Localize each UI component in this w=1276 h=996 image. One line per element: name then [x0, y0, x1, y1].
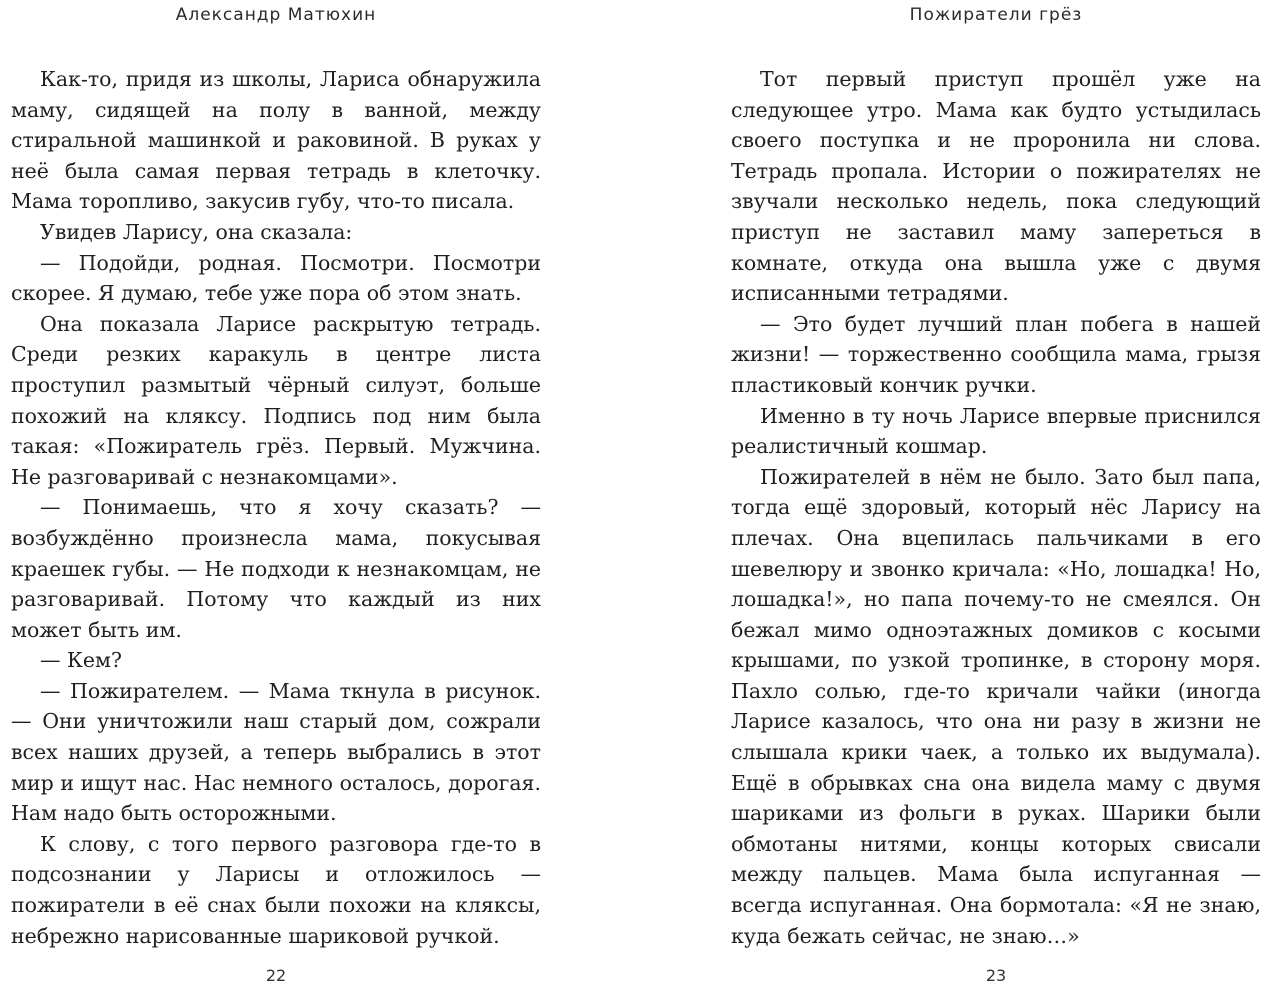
paragraph: — Пожирателем. — Мама ткнула в рисунок. — Они уничтожили наш старый дом, сожрали всех наших друзей, а теперь выбрались в этот мир и ищут нас. Нас немного осталось, дорогая. Нам надо быть осторожными.	[11, 678, 541, 826]
paragraph: — Подойди, родная. Посмотри. Посмотри скорее. Я думаю, тебе уже пора об этом знать.	[11, 250, 541, 306]
paragraph: Увидев Ларису, она сказала:	[40, 219, 353, 244]
paragraph: Пожирателей в нём не было. Зато был папа, тогда ещё здоровый, который нёс Ларису на плечах. Она вцепилась пальчиками в его шевелюру и звонко кричала: «Но, лошадка! Но, лошадка!», но папа почему-то не смеялся. Он бежал мимо одноэтажных домиков с косыми крышами, по узкой тропинке, в сторону моря. Пахло солью, где-то кричали чайки (иногда Ларисе казалось, что она ни разу в жизни не слышала крики чаек, а только их выдумала). Ещё в обрывках сна она видела маму с двумя шариками из фольги в руках. Шарики были обмотаны нитями, концы которых свисали между пальцев. Мама была испуганная — всегда испуганная. Она бормотала: «Я не знаю, куда бежать сейчас, не знаю…»	[731, 464, 1261, 948]
right-page-text	[731, 64, 1261, 951]
running-head-author: Александр Матюхин	[175, 5, 377, 25]
paragraph: Тот первый приступ прошёл уже на следующее утро. Мама как будто устыдилась своего поступка и не проронила ни слова. Тетрадь пропала. Истории о пожирателях не звучали несколько недель, пока следующий приступ не заставил маму запереться в комнате, откуда она вышла уже с двумя исписанными тетрадями.	[731, 67, 1261, 306]
right-page	[731, 0, 1261, 996]
page-number-left: 22	[265, 966, 287, 985]
page-number-right: 23	[985, 966, 1007, 985]
left-page-text	[11, 64, 541, 951]
left-page	[11, 0, 541, 996]
paragraph: Она показала Ларисе раскрытую тетрадь. Среди резких каракуль в центре листа проступил размытый чёрный силуэт, больше похожий на кляксу. Подпись под ним была такая: «Пожиратель грёз. Первый. Мужчина. Не разговаривай с незнакомцами».	[11, 311, 541, 489]
running-head-title: Пожиратели грёз	[909, 5, 1083, 25]
paragraph: — Кем?	[40, 648, 122, 673]
paragraph: — Это будет лучший план побега в нашей жизни! — торжественно сообщила мама, грызя пластиковый кончик ручки.	[731, 311, 1261, 397]
paragraph: К слову, с того первого разговора где-то в подсознании у Ларисы и отложилось — пожиратели в её снах были похожи на кляксы, небрежно нарисованные шариковой ручкой.	[11, 831, 541, 948]
paragraph: Как-то, придя из школы, Лариса обнаружила маму, сидящей на полу в ванной, между стиральной машинкой и раковиной. В руках у неё была самая первая тетрадь в клеточку. Мама торопливо, закусив губу, что-то писала.	[11, 67, 541, 214]
paragraph: Именно в ту ночь Ларисе впервые приснился реалистичный кошмар.	[731, 403, 1261, 459]
paragraph: — Понимаешь, что я хочу сказать? — возбуждённо произнесла мама, покусывая краешек губы. — Не подходи к незнакомцам, не разговаривай. Потому что каждый из них может быть им.	[11, 495, 541, 642]
